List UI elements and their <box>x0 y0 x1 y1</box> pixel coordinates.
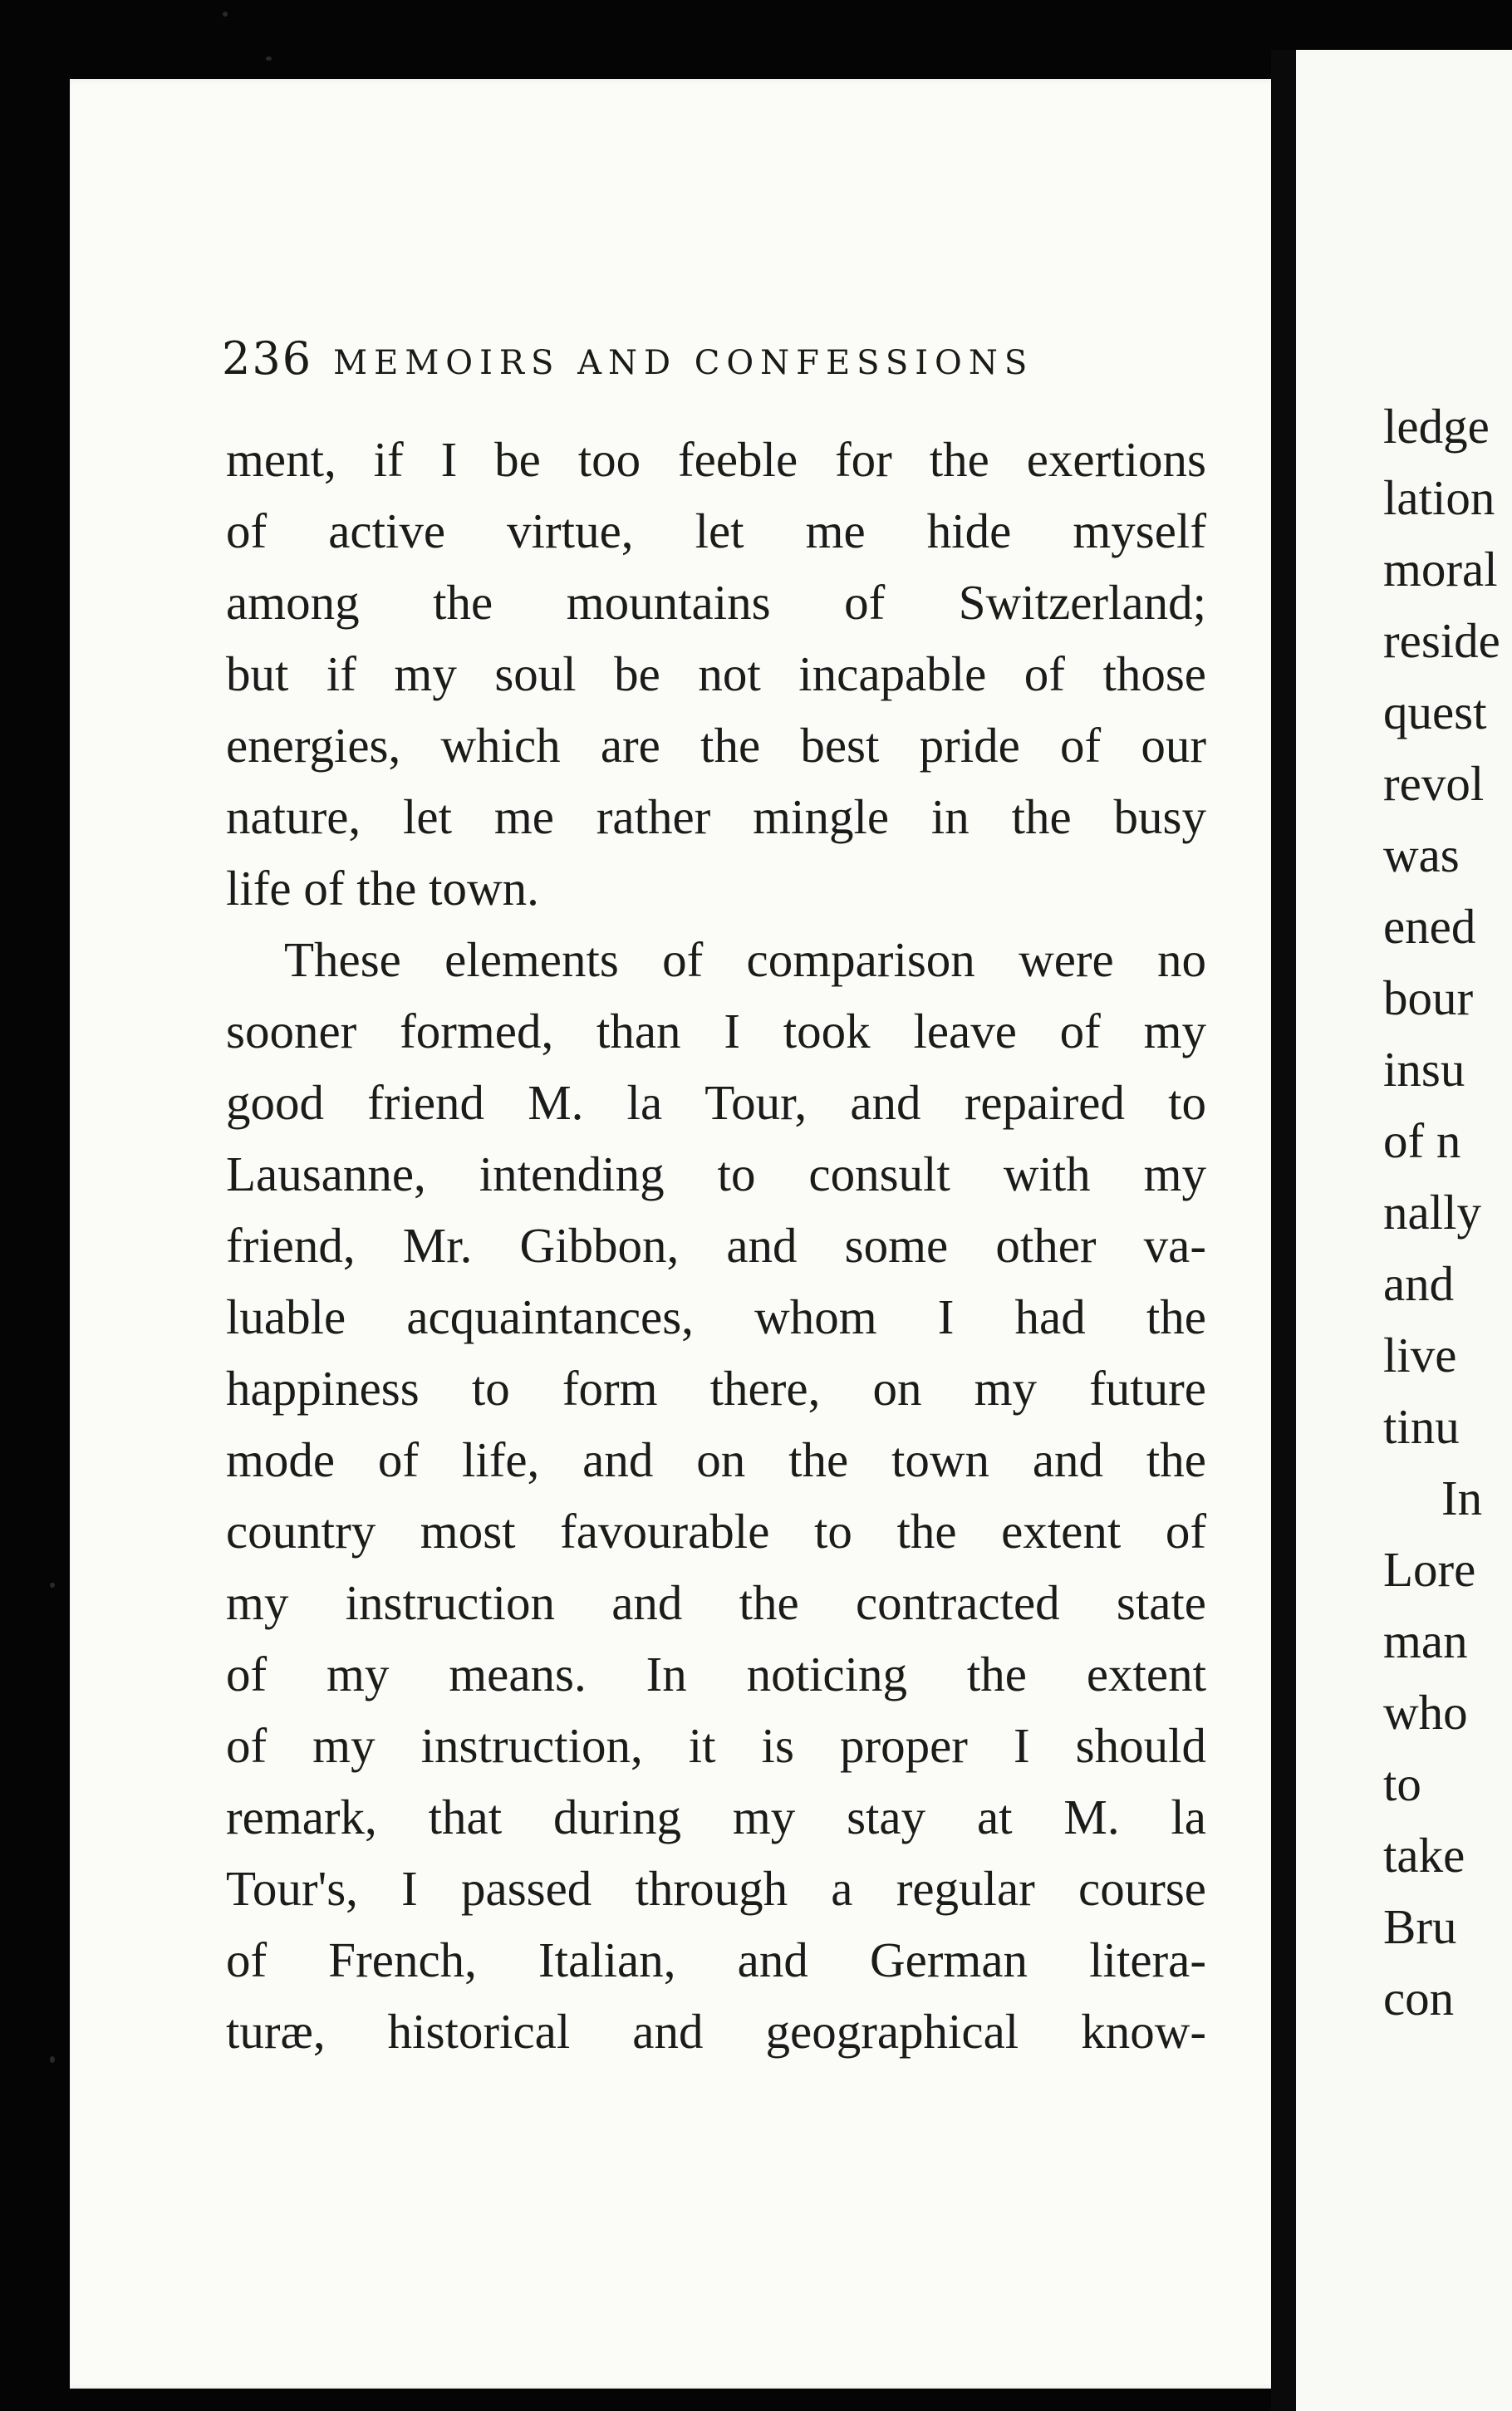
right-line: Lore <box>1383 1542 1476 1597</box>
running-head <box>222 332 1219 390</box>
right-line: quest <box>1383 685 1487 739</box>
text-line: but if my soul be not incapable of those <box>226 646 1206 701</box>
text-line: of French, Italian, and German litera- <box>226 1932 1206 1987</box>
right-page-text <box>1383 390 1500 2034</box>
text-line: good friend M. la Tour, and repaired to <box>226 1075 1206 1130</box>
text-line: friend, Mr. Gibbon, and some other va- <box>226 1218 1206 1273</box>
text-line: energies, which are the best pride of our <box>226 718 1206 773</box>
right-line: of n <box>1383 1113 1461 1168</box>
text-line: sooner formed, than I took leave of my <box>226 1004 1206 1058</box>
right-line: Bru <box>1383 1899 1457 1954</box>
header-title: MEMOIRS AND CONFESSIONS <box>333 344 1034 382</box>
right-line: ened <box>1383 899 1476 954</box>
text-line: ment, if I be too feeble for the exertions <box>226 432 1206 487</box>
text-line: Tour's, I passed through a regular course <box>226 1861 1206 1916</box>
book-gutter <box>1271 50 1296 2411</box>
text-line: my instruction and the contracted state <box>226 1575 1206 1630</box>
scan-speck <box>50 2056 55 2063</box>
text-line: remark, that during my stay at M. la <box>226 1790 1206 1844</box>
right-line: con <box>1383 1971 1455 2026</box>
text-line: These elements of comparison were no <box>284 932 1206 987</box>
scan-speck <box>223 12 228 17</box>
right-line: take <box>1383 1828 1465 1883</box>
text-line: nature, let me rather mingle in the busy <box>226 789 1206 844</box>
right-line: was <box>1383 827 1460 882</box>
right-line: who <box>1383 1685 1468 1740</box>
right-line: man <box>1383 1613 1468 1668</box>
right-line: and <box>1383 1256 1455 1311</box>
text-line: life of the town. <box>226 861 539 916</box>
scan-speck <box>50 1583 55 1588</box>
text-line: mode of life, and on the town and the <box>226 1432 1206 1487</box>
body-text <box>226 424 1206 2067</box>
right-line: live <box>1383 1328 1457 1382</box>
right-line: reside <box>1383 613 1500 668</box>
scan-speck <box>266 56 272 61</box>
right-line: bour <box>1383 970 1474 1025</box>
right-line: insu <box>1383 1042 1465 1097</box>
text-line: among the mountains of Switzerland; <box>226 575 1206 630</box>
text-line: of my instruction, it is proper I should <box>226 1718 1206 1773</box>
text-line: Lausanne, intending to consult with my <box>226 1147 1206 1201</box>
right-line: tinu <box>1383 1399 1460 1454</box>
right-page <box>1296 50 1512 2411</box>
right-line: In <box>1441 1471 1483 1525</box>
text-line: of active virtue, let me hide myself <box>226 503 1206 558</box>
right-line: lation <box>1383 470 1495 525</box>
text-line: of my means. In noticing the extent <box>226 1647 1206 1701</box>
text-line: country most favourable to the extent of <box>226 1504 1206 1559</box>
text-line: luable acquaintances, whom I had the <box>226 1289 1206 1344</box>
right-line: ledge <box>1383 399 1490 454</box>
page-number: 236 <box>222 332 313 385</box>
right-line: revol <box>1383 756 1485 811</box>
text-line: turæ, historical and geographical know- <box>226 2004 1206 2059</box>
right-line: nally <box>1383 1185 1481 1240</box>
right-line: moral <box>1383 542 1498 597</box>
right-line: to <box>1383 1756 1421 1811</box>
text-line: happiness to form there, on my future <box>226 1361 1206 1416</box>
